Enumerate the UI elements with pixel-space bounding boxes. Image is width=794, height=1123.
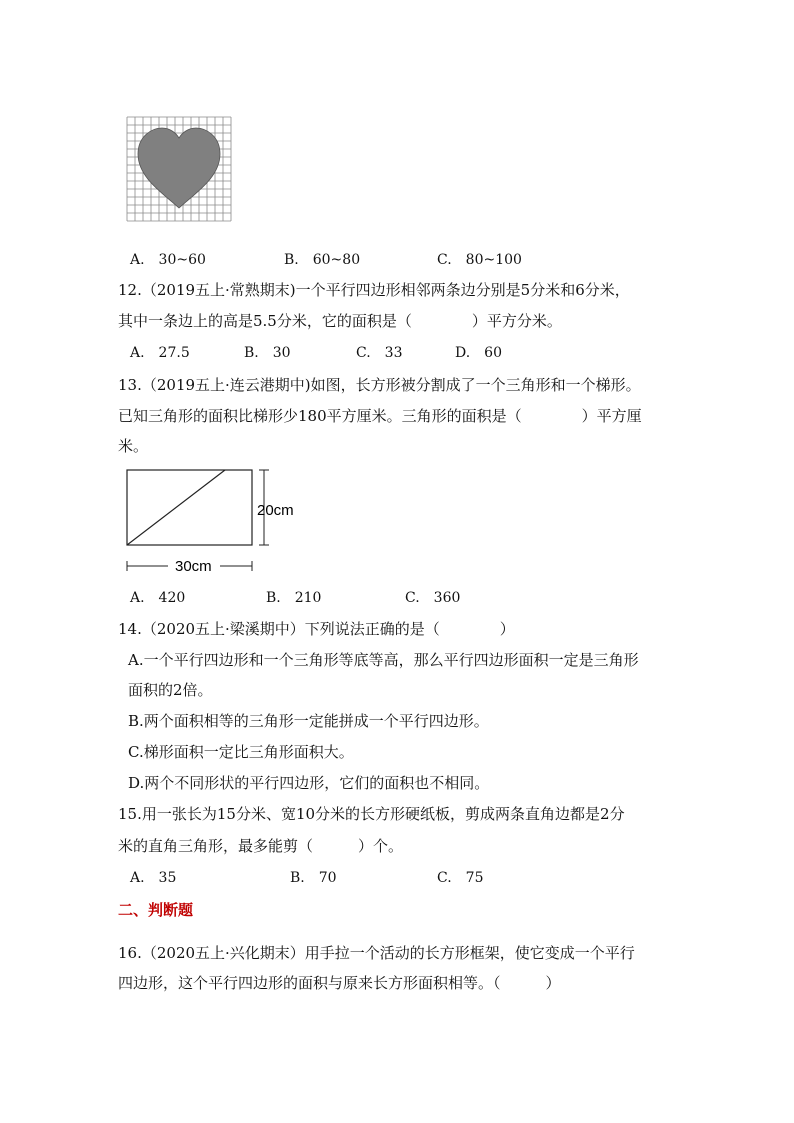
section-title: 二、判断题: [118, 901, 194, 919]
q12-option-d: D. 60: [455, 345, 502, 361]
q13-option-c: C. 360: [405, 590, 461, 606]
q15-line1: 15.用一张长为15分米、宽10分米的长方形硬纸板，剪成两条直角边都是2分: [118, 805, 625, 823]
rectangle-figure: [120, 466, 310, 578]
width-label: 30cm: [175, 558, 212, 575]
q14-option-a-line2: 面积的2倍。: [128, 681, 213, 699]
q12-line2: 其中一条边上的高是5.5分米，它的面积是（ ）平方分米。: [118, 312, 562, 330]
q13-line3: 米。: [118, 437, 149, 455]
heart-grid-figure: [126, 116, 232, 222]
q12-line1: 12.（2019五上·常熟期末)一个平行四边形相邻两条边分别是5分米和6分米，: [118, 281, 630, 299]
q13-option-b: B. 210: [266, 590, 322, 606]
q11-option-a: A. 30~60: [130, 252, 206, 268]
q13-line1: 13.（2019五上·连云港期中)如图，长方形被分割成了一个三角形和一个梯形。: [118, 376, 641, 394]
q12-option-a: A. 27.5: [130, 345, 190, 361]
q11-option-b: B. 60~80: [284, 252, 361, 268]
q15-option-c: C. 75: [437, 870, 484, 886]
diagonal-line: [127, 470, 225, 545]
q13-line2: 已知三角形的面积比梯形少180平方厘米。三角形的面积是（ ）平方厘: [118, 407, 642, 425]
q16-line1: 16.（2020五上·兴化期末）用手拉一个活动的长方形框架，使它变成一个平行: [118, 944, 635, 962]
q14-line1: 14.（2020五上·梁溪期中）下列说法正确的是（ ）: [118, 620, 515, 638]
q15-option-b: B. 70: [290, 870, 337, 886]
q13-option-a: A. 420: [130, 590, 186, 606]
heart-icon: [138, 128, 220, 208]
q12-option-b: B. 30: [244, 345, 291, 361]
q12-option-c: C. 33: [356, 345, 403, 361]
q11-option-c: C. 80~100: [437, 252, 522, 268]
q14-option-a-line1: A.一个平行四边形和一个三角形等底等高，那么平行四边形面积一定是三角形: [128, 651, 639, 669]
q15-option-a: A. 35: [130, 870, 177, 886]
q15-line2: 米的直角三角形，最多能剪（ ）个。: [118, 837, 404, 855]
q16-line2: 四边形，这个平行四边形的面积与原来长方形面积相等。（ ）: [118, 974, 561, 992]
rectangle-shape: [127, 470, 252, 545]
q14-option-b: B.两个面积相等的三角形一定能拼成一个平行四边形。: [128, 712, 489, 730]
height-label: 20cm: [257, 502, 294, 519]
q14-option-c: C.梯形面积一定比三角形面积大。: [128, 743, 354, 761]
q14-option-d: D.两个不同形状的平行四边形，它们的面积也不相同。: [128, 774, 490, 792]
